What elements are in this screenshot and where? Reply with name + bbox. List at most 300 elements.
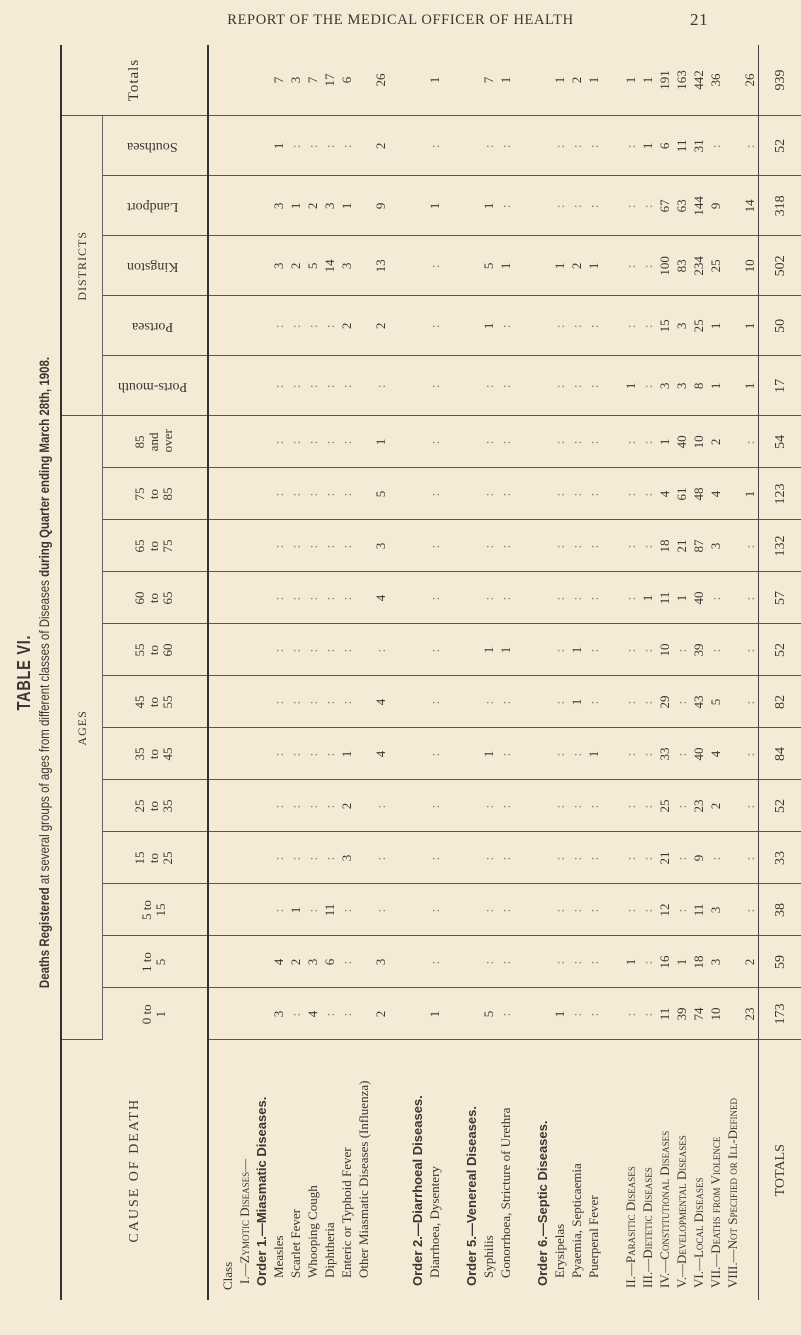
empty-cell: : bbox=[623, 439, 638, 445]
empty-cell: : bbox=[305, 699, 320, 705]
value-cell: 48 bbox=[691, 487, 706, 501]
value-cell: 6 bbox=[657, 142, 672, 150]
blank-cell bbox=[253, 937, 270, 988]
value-cell: 3 bbox=[339, 262, 354, 270]
empty-cell: : bbox=[569, 907, 584, 913]
blank-cell bbox=[236, 729, 253, 780]
blank-cell bbox=[236, 677, 253, 728]
empty-cell: : bbox=[271, 439, 286, 445]
value-cell: 25 bbox=[708, 259, 723, 273]
empty-cell: : bbox=[569, 1011, 584, 1017]
empty-cell: : bbox=[427, 751, 442, 757]
blank-cell bbox=[409, 296, 426, 355]
value-cell: 1 bbox=[674, 958, 689, 966]
cause-label: VII.—Deaths from Violence bbox=[708, 1136, 723, 1288]
value-cell: 3 bbox=[271, 202, 286, 210]
blank-cell bbox=[253, 677, 270, 728]
empty-cell: : bbox=[586, 959, 601, 965]
empty-cell: : bbox=[427, 439, 442, 445]
value-cell: 87 bbox=[691, 539, 706, 553]
empty-cell: : bbox=[271, 855, 286, 861]
age-total: 173 bbox=[759, 988, 801, 1040]
blank-cell bbox=[253, 176, 270, 235]
age-total: 57 bbox=[759, 572, 801, 624]
district-values bbox=[209, 176, 758, 235]
empty-cell: : bbox=[586, 595, 601, 601]
cause-list bbox=[209, 1041, 758, 1301]
blank-cell bbox=[409, 885, 426, 936]
empty-cell: : bbox=[586, 143, 601, 149]
empty-cell: : bbox=[569, 143, 584, 149]
district-values bbox=[209, 356, 758, 415]
totals-column bbox=[208, 45, 759, 116]
value-cell: 40 bbox=[674, 435, 689, 449]
empty-cell: : bbox=[674, 907, 689, 913]
value-cell: 442 bbox=[691, 70, 706, 90]
age-values bbox=[209, 989, 758, 1040]
empty-cell: : bbox=[623, 595, 638, 601]
empty-cell: : bbox=[640, 323, 655, 329]
empty-cell: : bbox=[708, 647, 723, 653]
empty-cell: : bbox=[288, 647, 303, 653]
empty-cell: : bbox=[339, 647, 354, 653]
empty-cell: : bbox=[322, 491, 337, 497]
age-values bbox=[209, 937, 758, 988]
blank-cell bbox=[534, 45, 551, 116]
value-cell: 1 bbox=[640, 594, 655, 602]
blank-cell bbox=[534, 625, 551, 676]
empty-cell: : bbox=[271, 491, 286, 497]
blank-cell bbox=[219, 677, 236, 728]
age-column bbox=[208, 884, 759, 936]
empty-cell: : bbox=[322, 855, 337, 861]
empty-cell: : bbox=[339, 595, 354, 601]
empty-cell: : bbox=[623, 751, 638, 757]
blank-cell bbox=[219, 989, 236, 1040]
cause-label: Diphtheria bbox=[322, 1222, 337, 1278]
cause-label: Pyaemia, Septicaemia bbox=[569, 1163, 584, 1278]
empty-cell: : bbox=[586, 203, 601, 209]
blank-cell bbox=[409, 469, 426, 520]
value-cell: 61 bbox=[674, 487, 689, 501]
age-total: 52 bbox=[759, 624, 801, 676]
blank-cell bbox=[463, 236, 480, 295]
empty-cell: : bbox=[640, 803, 655, 809]
value-cell: 18 bbox=[657, 539, 672, 553]
blank-cell bbox=[409, 45, 426, 116]
age-column bbox=[208, 728, 759, 780]
blank-cell bbox=[463, 885, 480, 936]
empty-cell: : bbox=[569, 323, 584, 329]
value-cell: 10 bbox=[708, 1007, 723, 1021]
empty-cell: : bbox=[373, 907, 388, 913]
value-cell: 2 bbox=[373, 322, 388, 330]
empty-cell: : bbox=[427, 543, 442, 549]
value-cell: 16 bbox=[657, 955, 672, 969]
value-cell: 18 bbox=[691, 955, 706, 969]
blank-cell bbox=[253, 573, 270, 624]
cause-label: IV.—Constitutional Diseases bbox=[657, 1130, 672, 1288]
value-cell: 191 bbox=[657, 70, 672, 90]
blank-cell bbox=[253, 416, 270, 467]
age-label: 25 to 35 bbox=[132, 799, 175, 813]
age-label: 65 to 75 bbox=[132, 539, 175, 553]
value-cell: 1 bbox=[742, 382, 757, 390]
empty-cell: : bbox=[305, 543, 320, 549]
value-cell: 10 bbox=[657, 643, 672, 657]
value-cell: 1 bbox=[742, 322, 757, 330]
blank-cell bbox=[409, 573, 426, 624]
empty-cell: : bbox=[640, 439, 655, 445]
blank-cell bbox=[219, 176, 236, 235]
empty-cell: : bbox=[623, 263, 638, 269]
age-column-header bbox=[103, 468, 209, 520]
value-cell: 4 bbox=[708, 490, 723, 498]
empty-cell: : bbox=[708, 855, 723, 861]
empty-cell: : bbox=[552, 803, 567, 809]
value-cell: 9 bbox=[708, 202, 723, 210]
empty-cell: : bbox=[569, 543, 584, 549]
age-label: 0 to 1 bbox=[139, 1004, 168, 1025]
blank-cell bbox=[219, 573, 236, 624]
blank-cell bbox=[236, 625, 253, 676]
empty-cell: : bbox=[322, 699, 337, 705]
value-cell: 1 bbox=[640, 76, 655, 84]
age-total: 38 bbox=[759, 884, 801, 936]
value-cell: 9 bbox=[373, 202, 388, 210]
value-cell: 2 bbox=[708, 438, 723, 446]
blank-cell bbox=[253, 296, 270, 355]
blank-cell bbox=[236, 236, 253, 295]
blank-cell bbox=[534, 521, 551, 572]
blank-cell bbox=[463, 729, 480, 780]
blank-cell bbox=[219, 521, 236, 572]
blank-cell bbox=[534, 176, 551, 235]
cause-label: V.—Developmental Diseases bbox=[674, 1135, 689, 1288]
empty-cell: : bbox=[305, 491, 320, 497]
blank-cell bbox=[219, 625, 236, 676]
blank-cell bbox=[236, 989, 253, 1040]
age-column-header bbox=[103, 832, 209, 884]
blank-cell bbox=[236, 833, 253, 884]
blank-cell bbox=[253, 729, 270, 780]
rotated-table-frame bbox=[0, 45, 800, 1300]
age-values bbox=[209, 625, 758, 676]
empty-cell: : bbox=[481, 543, 496, 549]
empty-cell: : bbox=[569, 491, 584, 497]
district-values bbox=[209, 116, 758, 175]
cause-label: Order 5.—Venereal Diseases. bbox=[464, 1106, 479, 1286]
value-cell: 21 bbox=[674, 539, 689, 553]
blank-cell bbox=[219, 296, 236, 355]
blank-cell bbox=[534, 989, 551, 1040]
value-cell: 1 bbox=[708, 382, 723, 390]
empty-cell: : bbox=[288, 855, 303, 861]
blank-cell bbox=[219, 937, 236, 988]
blank-cell bbox=[219, 729, 236, 780]
empty-cell: : bbox=[427, 647, 442, 653]
empty-cell: : bbox=[552, 383, 567, 389]
district-total: 17 bbox=[759, 356, 801, 416]
empty-cell: : bbox=[552, 699, 567, 705]
age-column bbox=[208, 988, 759, 1040]
empty-cell: : bbox=[481, 959, 496, 965]
blank-cell bbox=[534, 781, 551, 832]
blank-cell bbox=[463, 469, 480, 520]
totals-row-label: TOTALS bbox=[759, 1040, 801, 1300]
age-column-header bbox=[103, 728, 209, 780]
value-cell: 1 bbox=[623, 958, 638, 966]
blank-cell bbox=[463, 356, 480, 415]
value-cell: 1 bbox=[288, 202, 303, 210]
value-cell: 4 bbox=[657, 490, 672, 498]
value-cell: 2 bbox=[305, 202, 320, 210]
value-cell: 4 bbox=[373, 750, 388, 758]
value-cell: 3 bbox=[708, 906, 723, 914]
empty-cell: : bbox=[288, 383, 303, 389]
cause-label: Order 2.—Diarrhoeal Diseases. bbox=[410, 1095, 425, 1286]
empty-cell: : bbox=[586, 855, 601, 861]
district-column bbox=[208, 116, 759, 176]
group-header-row bbox=[61, 45, 103, 1300]
value-cell: 36 bbox=[708, 73, 723, 87]
empty-cell: : bbox=[288, 543, 303, 549]
age-column bbox=[208, 416, 759, 468]
value-cell: 1 bbox=[271, 142, 286, 150]
blank-cell bbox=[236, 937, 253, 988]
empty-cell: : bbox=[552, 959, 567, 965]
blank-cell bbox=[219, 356, 236, 415]
blank-cell bbox=[463, 296, 480, 355]
value-cell: 1 bbox=[373, 438, 388, 446]
value-cell: 1 bbox=[674, 594, 689, 602]
empty-cell: : bbox=[674, 751, 689, 757]
empty-cell: : bbox=[569, 751, 584, 757]
value-cell: 3 bbox=[373, 958, 388, 966]
age-total: 82 bbox=[759, 676, 801, 728]
empty-cell: : bbox=[427, 383, 442, 389]
value-cell: 23 bbox=[742, 1007, 757, 1021]
age-values bbox=[209, 573, 758, 624]
blank-cell bbox=[463, 677, 480, 728]
blank-cell bbox=[409, 729, 426, 780]
blank-cell bbox=[409, 833, 426, 884]
value-cell: 13 bbox=[373, 259, 388, 273]
value-cell: 1 bbox=[586, 76, 601, 84]
blank-cell bbox=[463, 781, 480, 832]
value-cell: 1 bbox=[498, 262, 513, 270]
empty-cell: : bbox=[552, 203, 567, 209]
empty-cell: : bbox=[640, 959, 655, 965]
empty-cell: : bbox=[498, 803, 513, 809]
cause-label: Measles bbox=[271, 1235, 286, 1278]
blank-cell bbox=[409, 416, 426, 467]
age-values bbox=[209, 469, 758, 520]
value-cell: 25 bbox=[657, 799, 672, 813]
blank-cell bbox=[253, 989, 270, 1040]
table-caption bbox=[0, 45, 60, 1300]
value-cell: 1 bbox=[481, 750, 496, 758]
age-values bbox=[209, 885, 758, 936]
value-cell: 1 bbox=[569, 646, 584, 654]
age-label: 60 to 65 bbox=[132, 591, 175, 605]
age-total: 33 bbox=[759, 832, 801, 884]
empty-cell: : bbox=[623, 855, 638, 861]
value-cell: 1 bbox=[552, 262, 567, 270]
empty-cell: : bbox=[427, 803, 442, 809]
value-cell: 5 bbox=[481, 262, 496, 270]
value-cell: 1 bbox=[552, 76, 567, 84]
age-column bbox=[208, 520, 759, 572]
blank-cell bbox=[534, 236, 551, 295]
empty-cell: : bbox=[498, 543, 513, 549]
empty-cell: : bbox=[373, 803, 388, 809]
deaths-table bbox=[60, 45, 801, 1300]
empty-cell: : bbox=[373, 383, 388, 389]
cause-label: Enteric or Typhoid Fever bbox=[339, 1147, 354, 1278]
age-column-header bbox=[103, 780, 209, 832]
value-cell: 2 bbox=[708, 802, 723, 810]
age-values bbox=[209, 677, 758, 728]
value-cell: 12 bbox=[657, 903, 672, 917]
empty-cell: : bbox=[498, 907, 513, 913]
empty-cell: : bbox=[339, 1011, 354, 1017]
blank-cell bbox=[534, 469, 551, 520]
cause-label: Whooping Cough bbox=[305, 1185, 320, 1278]
value-cell: 40 bbox=[691, 747, 706, 761]
value-cell: 3 bbox=[708, 542, 723, 550]
blank-cell bbox=[236, 573, 253, 624]
empty-cell: : bbox=[427, 143, 442, 149]
blank-cell bbox=[236, 176, 253, 235]
data-body-row bbox=[208, 45, 759, 1300]
empty-cell: : bbox=[339, 907, 354, 913]
value-cell: 10 bbox=[691, 435, 706, 449]
value-cell: 3 bbox=[674, 382, 689, 390]
empty-cell: : bbox=[552, 439, 567, 445]
value-cell: 1 bbox=[742, 490, 757, 498]
empty-cell: : bbox=[322, 751, 337, 757]
cause-label: Order 6.—Septic Diseases. bbox=[535, 1120, 550, 1286]
value-cell: 4 bbox=[708, 750, 723, 758]
empty-cell: : bbox=[498, 439, 513, 445]
district-column bbox=[208, 296, 759, 356]
value-cell: 1 bbox=[288, 906, 303, 914]
blank-cell bbox=[463, 521, 480, 572]
empty-cell: : bbox=[742, 907, 757, 913]
age-values bbox=[209, 729, 758, 780]
blank-cell bbox=[253, 781, 270, 832]
empty-cell: : bbox=[339, 383, 354, 389]
empty-cell: : bbox=[586, 491, 601, 497]
age-column-header bbox=[103, 676, 209, 728]
value-cell: 3 bbox=[288, 76, 303, 84]
value-cell: 4 bbox=[373, 594, 388, 602]
blank-cell bbox=[253, 885, 270, 936]
value-cell: 1 bbox=[481, 322, 496, 330]
age-total: 123 bbox=[759, 468, 801, 520]
value-cell: 74 bbox=[691, 1007, 706, 1021]
value-cell: 1 bbox=[481, 646, 496, 654]
empty-cell: : bbox=[498, 699, 513, 705]
empty-cell: : bbox=[427, 907, 442, 913]
empty-cell: : bbox=[586, 543, 601, 549]
empty-cell: : bbox=[586, 699, 601, 705]
district-column bbox=[208, 356, 759, 416]
value-cell: 1 bbox=[623, 382, 638, 390]
table-subtitle bbox=[37, 139, 52, 1206]
value-cell: 40 bbox=[691, 591, 706, 605]
blank-cell bbox=[253, 521, 270, 572]
empty-cell: : bbox=[498, 323, 513, 329]
empty-cell: : bbox=[498, 143, 513, 149]
district-column-header bbox=[103, 116, 209, 176]
empty-cell: : bbox=[552, 491, 567, 497]
empty-cell: : bbox=[481, 491, 496, 497]
value-cell: 26 bbox=[373, 73, 388, 87]
blank-cell bbox=[463, 573, 480, 624]
blank-cell bbox=[236, 45, 253, 116]
blank-cell bbox=[463, 833, 480, 884]
age-values bbox=[209, 521, 758, 572]
blank-cell bbox=[463, 45, 480, 116]
age-label: 35 to 45 bbox=[132, 747, 175, 761]
blank-cell bbox=[534, 677, 551, 728]
value-cell: 10 bbox=[742, 259, 757, 273]
value-cell: 1 bbox=[481, 202, 496, 210]
value-cell: 23 bbox=[691, 799, 706, 813]
empty-cell: : bbox=[742, 143, 757, 149]
blank-cell bbox=[236, 116, 253, 175]
value-cell: 1 bbox=[657, 438, 672, 446]
empty-cell: : bbox=[481, 699, 496, 705]
age-values bbox=[209, 833, 758, 884]
age-column bbox=[208, 676, 759, 728]
age-total: 54 bbox=[759, 416, 801, 468]
value-cell: 6 bbox=[322, 958, 337, 966]
value-cell: 3 bbox=[322, 202, 337, 210]
empty-cell: : bbox=[481, 595, 496, 601]
value-cell: 6 bbox=[339, 76, 354, 84]
blank-cell bbox=[219, 236, 236, 295]
empty-cell: : bbox=[481, 855, 496, 861]
age-label: 55 to 60 bbox=[132, 643, 175, 657]
blank-cell bbox=[253, 833, 270, 884]
empty-cell: : bbox=[640, 1011, 655, 1017]
age-label: 1 to 5 bbox=[139, 952, 168, 972]
blank-cell bbox=[534, 885, 551, 936]
cause-label: I.—Zymotic Diseases— bbox=[237, 1158, 252, 1284]
empty-cell: : bbox=[586, 323, 601, 329]
value-cell: 1 bbox=[586, 262, 601, 270]
district-total: 52 bbox=[759, 116, 801, 176]
blank-cell bbox=[253, 469, 270, 520]
blank-cell bbox=[219, 45, 236, 116]
empty-cell: : bbox=[271, 751, 286, 757]
empty-cell: : bbox=[623, 203, 638, 209]
empty-cell: : bbox=[427, 595, 442, 601]
empty-cell: : bbox=[640, 699, 655, 705]
age-column bbox=[208, 624, 759, 676]
value-cell: 3 bbox=[305, 958, 320, 966]
blank-cell bbox=[236, 296, 253, 355]
age-total: 132 bbox=[759, 520, 801, 572]
value-cell: 7 bbox=[305, 76, 320, 84]
value-cell: 1 bbox=[498, 646, 513, 654]
blank-cell bbox=[219, 116, 236, 175]
empty-cell: : bbox=[586, 647, 601, 653]
district-values bbox=[209, 296, 758, 355]
